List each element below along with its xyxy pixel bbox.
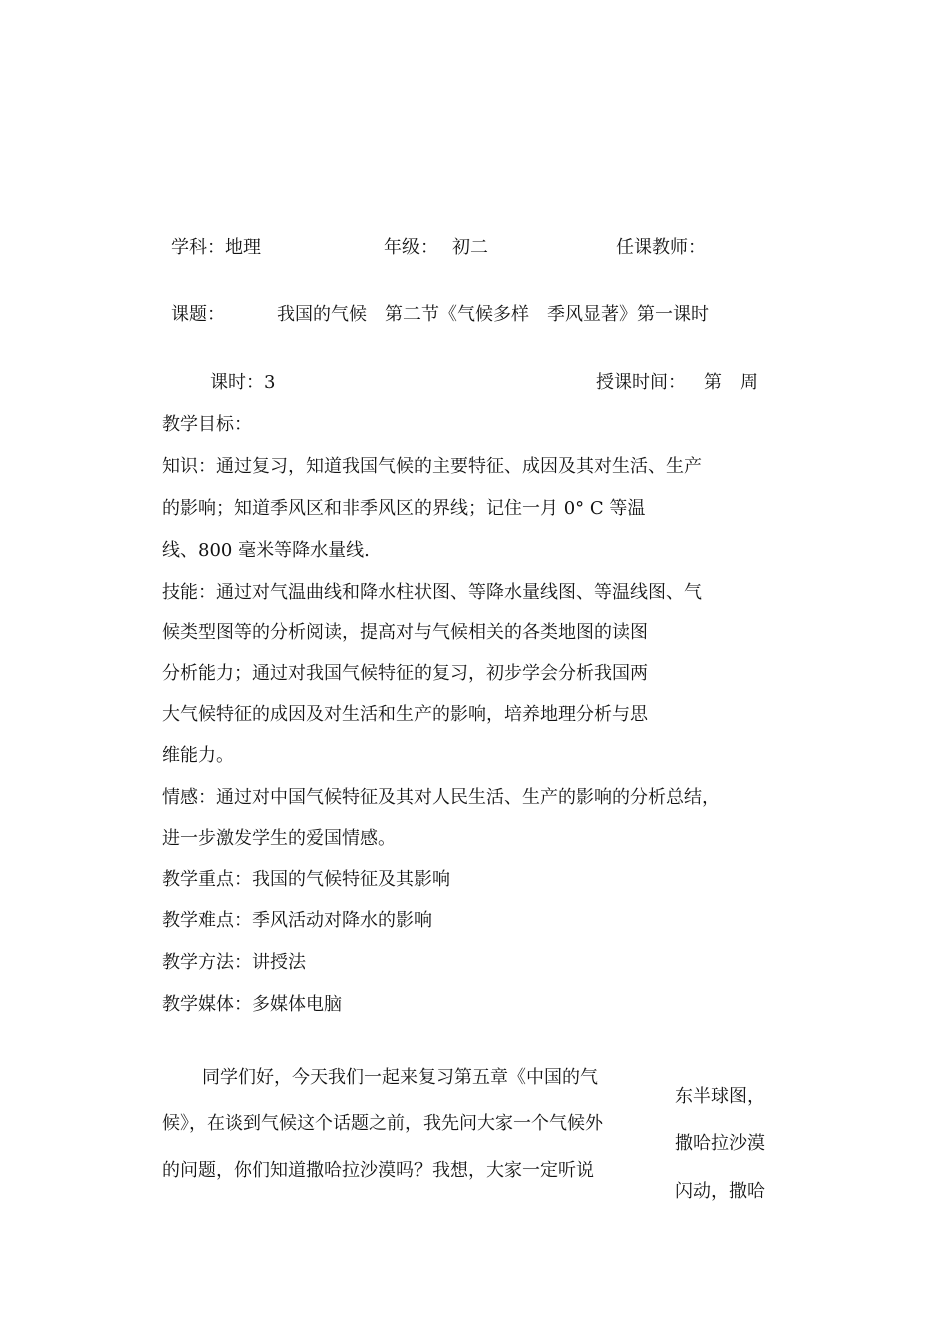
skill-line-1: 技能：通过对气温曲线和降水柱状图、等降水量线图、等温线图、气: [162, 582, 702, 603]
teacher-label: 任课教师：: [616, 237, 706, 258]
difficulty: 教学难点：季风活动对降水的影响: [162, 910, 432, 931]
side-note-3: 闪动，撒哈: [675, 1181, 765, 1202]
time-label: 授课时间：: [596, 372, 686, 393]
knowledge-line-1: 知识：通过复习，知道我国气候的主要特征、成因及其对生活、生产: [162, 456, 702, 477]
knowledge-line-2: 的影响；知道季风区和非季风区的界线；记住一月 0° C 等温: [162, 498, 646, 519]
skill-line-3: 分析能力；通过对我国气候特征的复习，初步学会分析我国两: [162, 663, 648, 684]
teaching-method: 教学方法：讲授法: [162, 952, 306, 973]
grade-label: 年级：: [384, 237, 438, 258]
teaching-media: 教学媒体：多媒体电脑: [162, 994, 342, 1015]
skill-line-5: 维能力。: [162, 745, 234, 766]
topic-label: 课题：: [171, 304, 225, 325]
skill-line-2: 候类型图等的分析阅读，提高对与气候相关的各类地图的读图: [162, 622, 648, 643]
time-value: 第 周: [704, 372, 758, 393]
key-point: 教学重点：我国的气候特征及其影响: [162, 869, 450, 890]
lesson-line-2: 候》，在谈到气候这个话题之前，我先问大家一个气候外: [162, 1113, 603, 1134]
hours-label: 课时：3: [210, 372, 276, 393]
side-note-2: 撒哈拉沙漠: [675, 1133, 765, 1154]
goals-heading: 教学目标：: [162, 414, 252, 435]
subject-label: 学科：地理: [171, 237, 261, 258]
lesson-line-3: 的问题，你们知道撒哈拉沙漠吗？我想，大家一定听说: [162, 1160, 594, 1181]
topic-value: 我国的气候 第二节《气候多样 季风显著》第一课时: [277, 304, 709, 325]
knowledge-line-3: 线、800 毫米等降水量线.: [162, 540, 370, 561]
side-note-1: 东半球图，: [675, 1086, 765, 1107]
grade-value: 初二: [452, 237, 488, 258]
emotion-line-1: 情感：通过对中国气候特征及其对人民生活、生产的影响的分析总结，: [162, 787, 720, 808]
emotion-line-2: 进一步激发学生的爱国情感。: [162, 828, 396, 849]
lesson-line-1: 同学们好，今天我们一起来复习第五章《中国的气: [202, 1067, 598, 1088]
skill-line-4: 大气候特征的成因及对生活和生产的影响，培养地理分析与思: [162, 704, 648, 725]
